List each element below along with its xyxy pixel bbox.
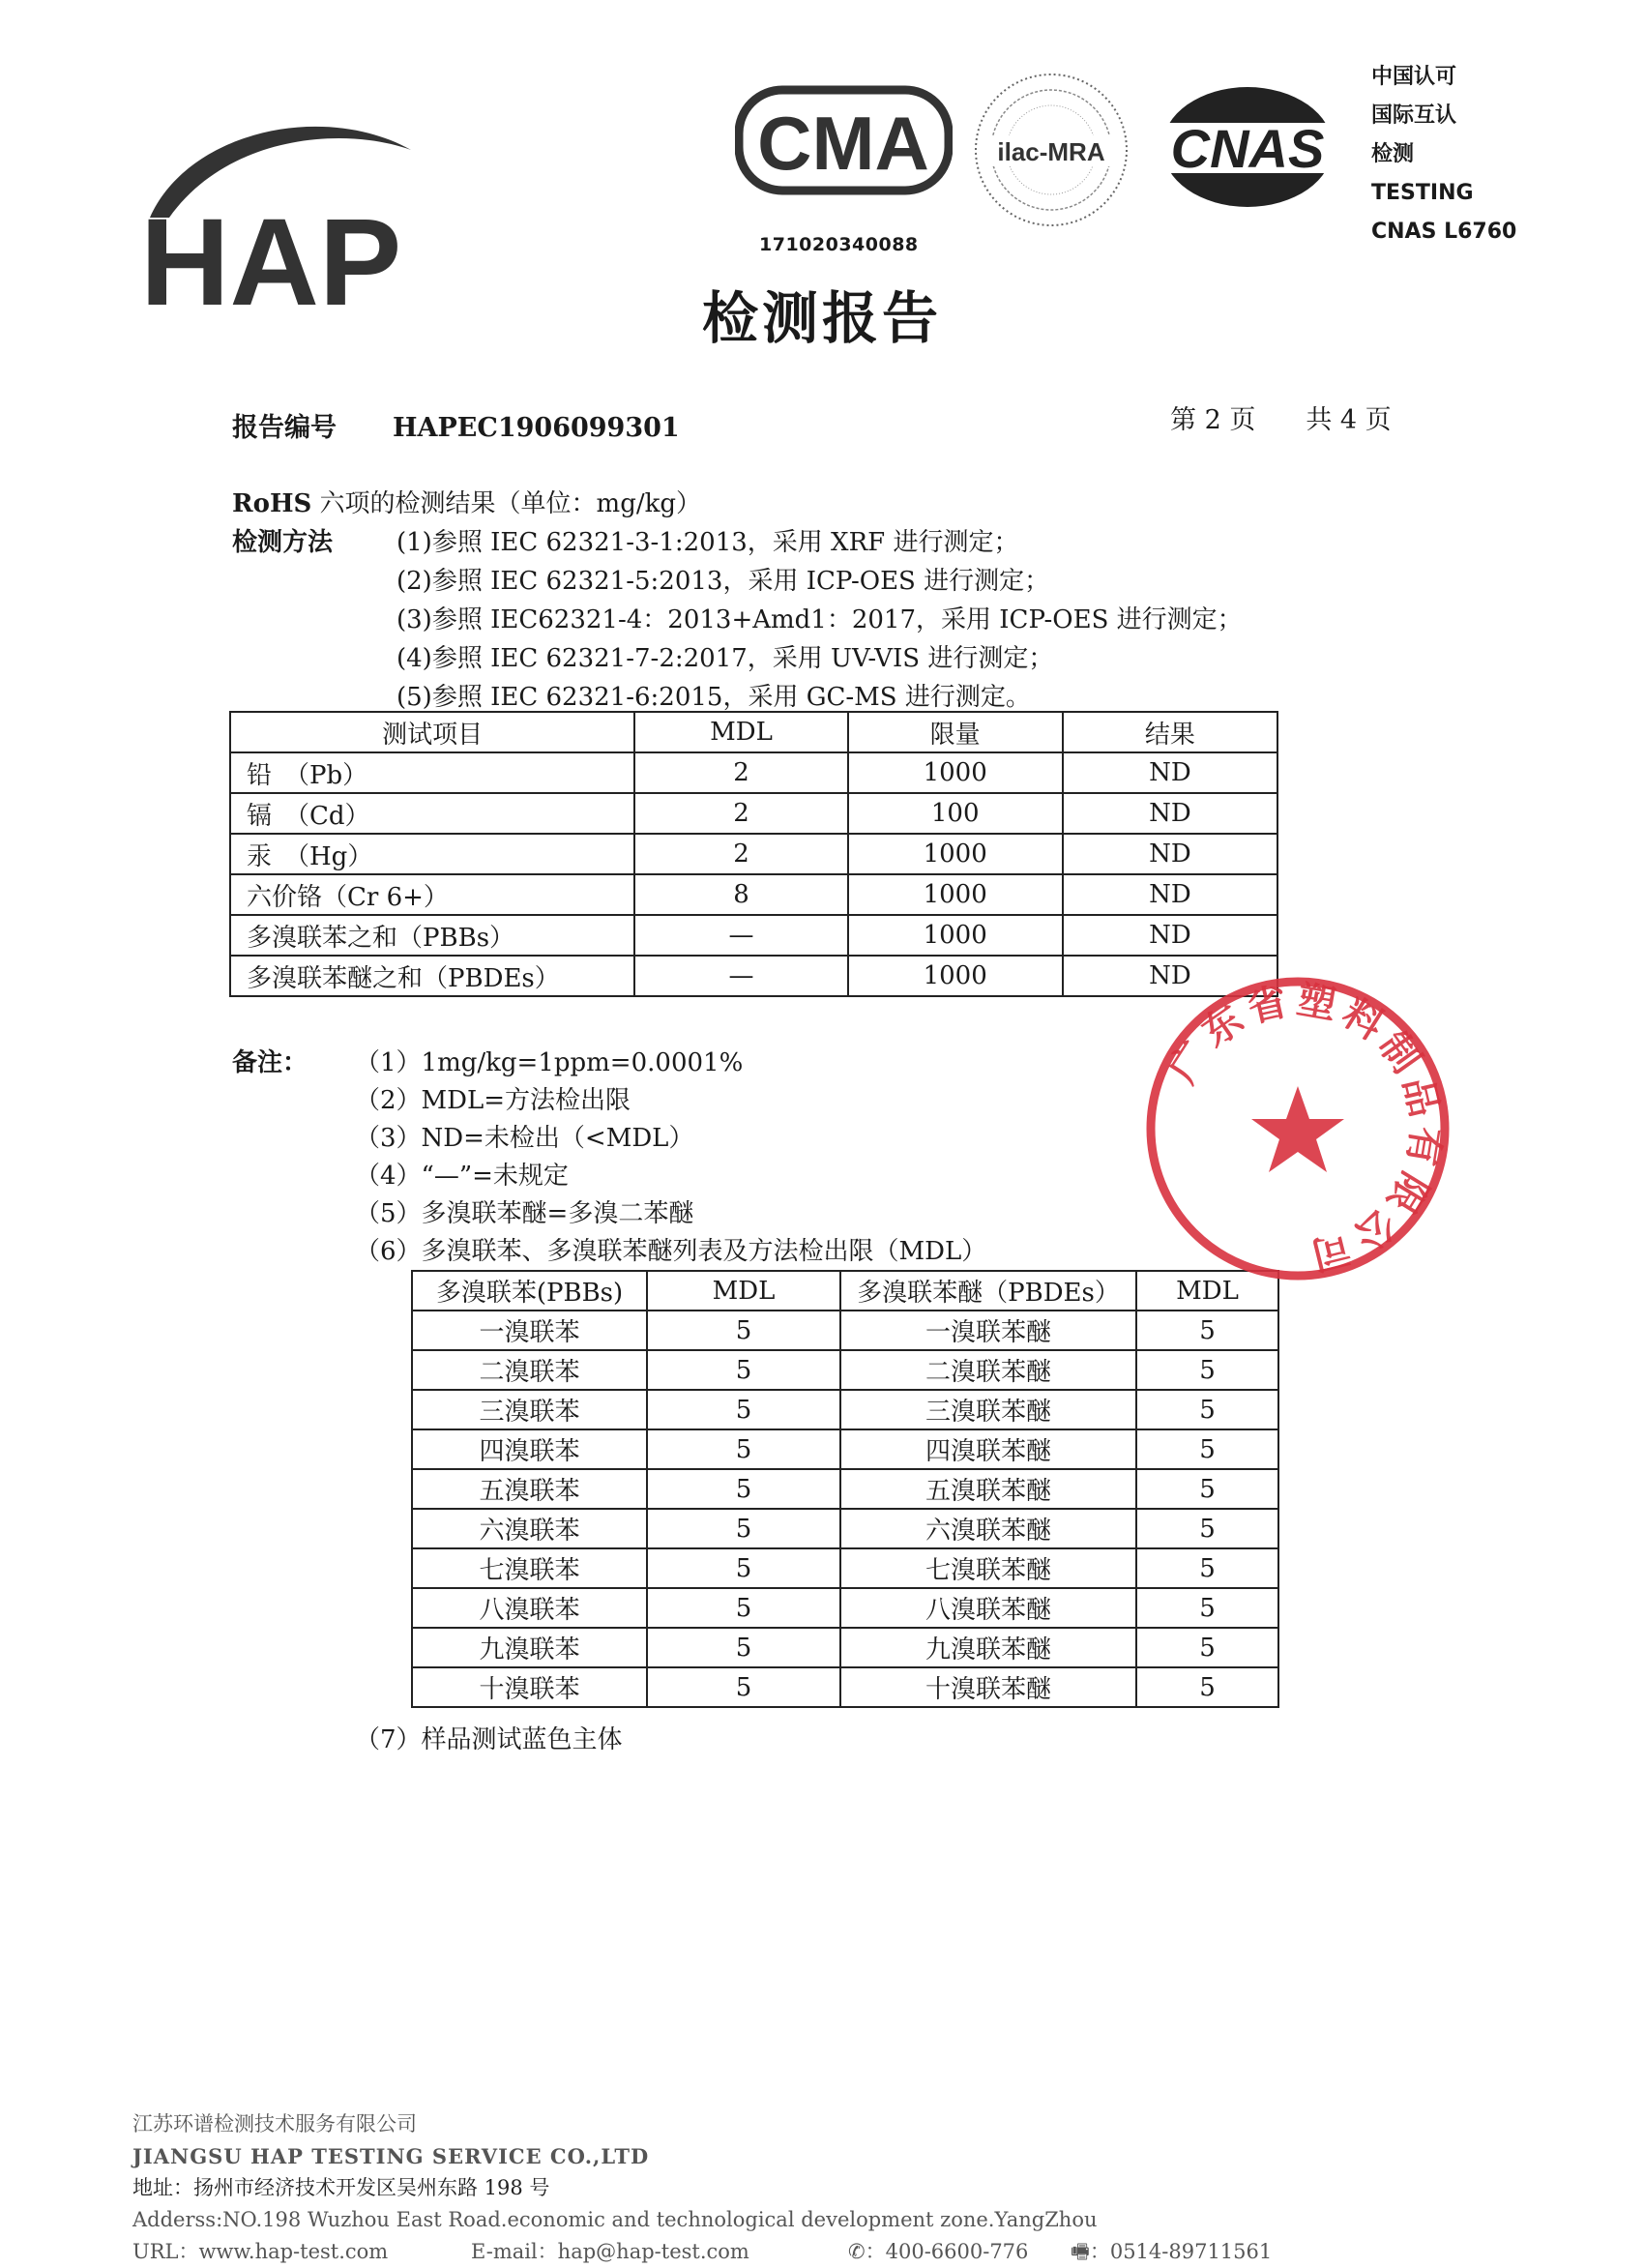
pbde-cell: 九溴联苯醚 [840, 1628, 1136, 1667]
hap-logo-text: HAP [140, 193, 402, 324]
mdl-cell: 5 [647, 1588, 840, 1628]
seal-star-icon [1251, 1086, 1344, 1172]
note-item: （1）1mg/kg=1ppm=0.0001% [355, 1048, 744, 1077]
test-item-cell: 六价铬（Cr 6+） [230, 874, 634, 915]
pbb-cell: 五溴联苯 [412, 1469, 647, 1509]
rohs-results-table [229, 711, 1278, 997]
table-row [412, 1509, 1278, 1548]
footer-address-cn: 地址：扬州市经济技术开发区吴州东路 198 号 [132, 2176, 550, 2199]
table-row [412, 1350, 1278, 1390]
mdl-cell: 5 [647, 1429, 840, 1469]
pbb-cell: 九溴联苯 [412, 1628, 647, 1667]
result-cell: ND [1063, 874, 1277, 915]
method-item: (3)参照 IEC62321-4：2013+Amd1：2017，采用 ICP-OES 进行测定； [396, 605, 1243, 634]
mdl-cell: 5 [647, 1628, 840, 1667]
limit-cell: 1000 [848, 834, 1063, 874]
method-item: (5)参照 IEC 62321-6:2015，采用 GC-MS 进行测定。 [396, 683, 1031, 712]
pbb-cell: 四溴联苯 [412, 1429, 647, 1469]
footer-company-cn: 江苏环谱检测技术服务有限公司 [132, 2112, 417, 2135]
footer-address-en: Adderss:NO.198 Wuzhou East Road.economic and technological development zone.YangZhou [132, 2208, 1098, 2231]
pbb-cell: 三溴联苯 [412, 1390, 647, 1429]
accreditation-line: 中国认可 [1371, 65, 1457, 89]
table-row [230, 874, 1277, 915]
result-cell: ND [1063, 956, 1277, 996]
pbb-cell: 十溴联苯 [412, 1667, 647, 1707]
accreditation-line: 检测 [1371, 142, 1415, 166]
note-item: （5）多溴联苯醚=多溴二苯醚 [355, 1199, 694, 1228]
page-title: 检测报告 [701, 285, 942, 351]
company-seal-stamp [1141, 972, 1455, 1286]
mdl-cell: 5 [647, 1548, 840, 1588]
mdl-cell: 5 [1136, 1350, 1278, 1390]
table-row [230, 752, 1277, 793]
mdl-cell: 5 [1136, 1311, 1278, 1350]
ilac-mra-logo [967, 68, 1136, 232]
limit-cell: 1000 [848, 874, 1063, 915]
pbb-cell: 七溴联苯 [412, 1548, 647, 1588]
pbb-pbde-table [411, 1270, 1279, 1708]
cma-logo-text: CMA [757, 101, 929, 186]
note-item: （2）MDL=方法检出限 [355, 1086, 631, 1115]
footer-contact-row [132, 2236, 1272, 2268]
seal-text: 广东省塑料制品有限公司 [1160, 978, 1449, 1280]
column-header: MDL [634, 712, 847, 752]
mdl-cell: 5 [647, 1509, 840, 1548]
method-item: (2)参照 IEC 62321-5:2013，采用 ICP-OES 进行测定； [396, 567, 1050, 596]
pbde-cell: 六溴联苯醚 [840, 1509, 1136, 1548]
cnas-logo [1156, 82, 1339, 213]
mdl-cell: 5 [1136, 1469, 1278, 1509]
column-header: 结果 [1063, 712, 1277, 752]
footer-company-en: JIANGSU HAP TESTING SERVICE CO.,LTD [132, 2144, 650, 2168]
mdl-cell: 2 [634, 834, 847, 874]
table-header-row [230, 712, 1277, 752]
pbde-cell: 十溴联苯醚 [840, 1667, 1136, 1707]
pbde-cell: 一溴联苯醚 [840, 1311, 1136, 1350]
mdl-cell: 5 [1136, 1548, 1278, 1588]
table-row [412, 1588, 1278, 1628]
footer-fax: ：0514-89711561 [1089, 2240, 1273, 2263]
column-header: 测试项目 [230, 712, 634, 752]
mdl-cell: 5 [1136, 1509, 1278, 1548]
cma-logo [735, 82, 953, 198]
page-total: 共 4 页 [1306, 405, 1392, 435]
note-item: （3）ND=未检出（<MDL） [355, 1124, 694, 1153]
fax-icon: 🖷 [1071, 2240, 1090, 2263]
ilac-logo-text: ilac-MRA [997, 137, 1105, 166]
cnas-logo-text: CNAS [1170, 118, 1325, 179]
page-current: 第 2 页 [1170, 405, 1256, 435]
phone-icon: ✆ [848, 2240, 866, 2263]
accreditation-line: CNAS L6760 [1371, 220, 1517, 244]
column-header: 多溴联苯醚（PBDEs） [840, 1271, 1136, 1311]
table-row [230, 915, 1277, 956]
mdl-cell: 5 [1136, 1628, 1278, 1667]
table-row [230, 956, 1277, 996]
pbb-cell: 二溴联苯 [412, 1350, 647, 1390]
mdl-cell: 5 [1136, 1667, 1278, 1707]
note-item: （4）“—”=未规定 [355, 1162, 569, 1191]
pbb-cell: 八溴联苯 [412, 1588, 647, 1628]
pbde-cell: 七溴联苯醚 [840, 1548, 1136, 1588]
limit-cell: 100 [848, 793, 1063, 834]
pbde-cell: 三溴联苯醚 [840, 1390, 1136, 1429]
footer-phone: ：400-6600-776 [865, 2240, 1029, 2263]
pbde-cell: 五溴联苯醚 [840, 1469, 1136, 1509]
result-cell: ND [1063, 834, 1277, 874]
report-number-label: 报告编号 [232, 413, 337, 443]
pbb-cell: 六溴联苯 [412, 1509, 647, 1548]
table-row [412, 1390, 1278, 1429]
result-cell: ND [1063, 752, 1277, 793]
table-row [412, 1548, 1278, 1588]
mdl-cell: 5 [647, 1667, 840, 1707]
note-item-final: （7）样品测试蓝色主体 [355, 1725, 623, 1754]
method-label: 检测方法 [232, 528, 334, 557]
result-cell: ND [1063, 915, 1277, 956]
pbde-cell: 四溴联苯醚 [840, 1429, 1136, 1469]
table-row [412, 1311, 1278, 1350]
accreditation-line: 国际互认 [1371, 103, 1457, 128]
rohs-title-bold: RoHS [232, 489, 312, 518]
note-item: （6）多溴联苯、多溴联苯醚列表及方法检出限（MDL） [355, 1237, 987, 1266]
mdl-cell: — [634, 915, 847, 956]
column-header: 多溴联苯(PBBs) [412, 1271, 647, 1311]
pbde-cell: 八溴联苯醚 [840, 1588, 1136, 1628]
accreditation-block [1371, 58, 1516, 251]
table-row [412, 1469, 1278, 1509]
mdl-cell: 5 [647, 1390, 840, 1429]
table-row [412, 1667, 1278, 1707]
footer-url: URL：www.hap-test.com [132, 2240, 389, 2263]
rohs-title-rest: 六项的检测结果（单位：mg/kg） [311, 489, 702, 518]
mdl-cell: 8 [634, 874, 847, 915]
mdl-cell: 5 [647, 1469, 840, 1509]
mdl-cell: — [634, 956, 847, 996]
test-item-cell: 镉 （Cd） [230, 793, 634, 834]
notes-label: 备注： [232, 1048, 308, 1077]
method-item: (4)参照 IEC 62321-7-2:2017，采用 UV-VIS 进行测定； [396, 644, 1054, 673]
certificate-number: 171020340088 [759, 234, 919, 255]
limit-cell: 1000 [848, 956, 1063, 996]
pbb-cell: 一溴联苯 [412, 1311, 647, 1350]
test-item-cell: 铅 （Pb） [230, 752, 634, 793]
mdl-cell: 5 [647, 1350, 840, 1390]
accreditation-line: TESTING [1371, 181, 1474, 205]
pbde-cell: 二溴联苯醚 [840, 1350, 1136, 1390]
report-number-row [232, 406, 680, 444]
result-cell: ND [1063, 793, 1277, 834]
page-footer [132, 2108, 1272, 2268]
mdl-cell: 5 [1136, 1429, 1278, 1469]
table-row [412, 1429, 1278, 1469]
report-number-value: HAPEC1906099301 [393, 413, 680, 443]
test-item-cell: 多溴联苯之和（PBBs） [230, 915, 634, 956]
mdl-cell: 2 [634, 752, 847, 793]
table-row [412, 1628, 1278, 1667]
mdl-cell: 5 [1136, 1390, 1278, 1429]
column-header: MDL [1136, 1271, 1278, 1311]
method-item: (1)参照 IEC 62321-3-1:2013，采用 XRF 进行测定； [396, 528, 1019, 557]
mdl-cell: 5 [1136, 1588, 1278, 1628]
mdl-cell: 2 [634, 793, 847, 834]
footer-email: E-mail：hap@hap-test.com [471, 2240, 749, 2263]
rohs-section-title [232, 484, 701, 519]
column-header: MDL [647, 1271, 840, 1311]
limit-cell: 1000 [848, 752, 1063, 793]
mdl-cell: 5 [647, 1311, 840, 1350]
test-item-cell: 汞 （Hg） [230, 834, 634, 874]
page-indicator [1170, 398, 1392, 436]
test-item-cell: 多溴联苯醚之和（PBDEs） [230, 956, 634, 996]
table-row [230, 834, 1277, 874]
table-row [230, 793, 1277, 834]
column-header: 限量 [848, 712, 1063, 752]
limit-cell: 1000 [848, 915, 1063, 956]
